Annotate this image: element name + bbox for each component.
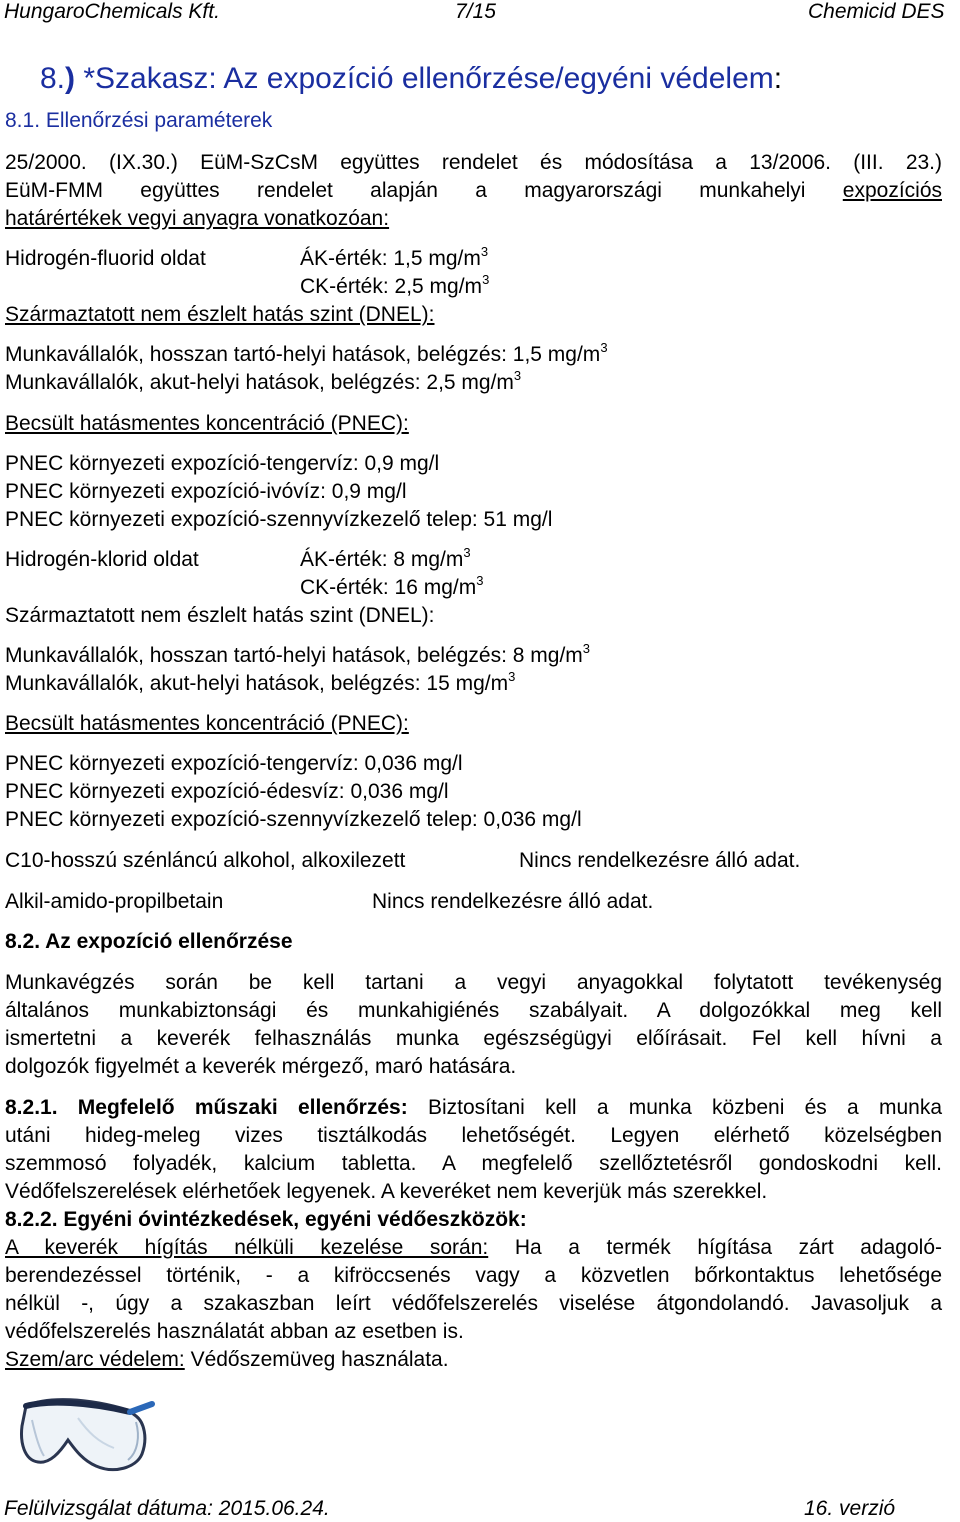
engineering-controls-line-3: szemmosó folyadék, kalcium tabletta. A megfelelő szellőztetésről gondoskodni kell.: [5, 1152, 942, 1175]
hcl-pnec-seawater: PNEC környezeti expozíció-tengervíz: 0,036 mg/l: [5, 752, 463, 775]
hcl-pnec-heading: Becsült hatásmentes koncentráció (PNEC):: [5, 712, 409, 735]
hf-pnec-sewage: PNEC környezeti expozíció-szennyvízkezelő telep: 51 mg/l: [5, 508, 553, 531]
hcl-pnec-sewage: PNEC környezeti expozíció-szennyvízkezelő telep: 0,036 mg/l: [5, 808, 582, 831]
personal-protection-heading: 8.2.2. Egyéni óvintézkedések, egyéni védőeszközök:: [5, 1208, 527, 1231]
alkil-substance-name: Alkil-amido-propilbetain: [5, 890, 224, 913]
undiluted-handling-line-2: berendezéssel történik, - a kifröccsenés vagy a közvetlen bőrkontaktus lehetősége: [5, 1264, 942, 1287]
undiluted-handling-line-4: védőfelszerelés használatát abban az esetben is.: [5, 1320, 464, 1343]
exposure-paragraph-line-1: Munkavégzés során be kell tartani a vegyi anyagokkal folytatott tevékenység: [5, 971, 942, 994]
regulation-line-2: EüM-FMM együttes rendelet alapján a magyarországi munkahelyi expozíciós: [5, 179, 942, 202]
regulation-line-3: határértékek vegyi anyagra vonatkozóan:: [5, 207, 390, 230]
regulation-line-1: 25/2000. (IX.30.) EüM-SzCsM együttes rendelet és módosítása a 13/2006. (III. 23.): [5, 151, 942, 174]
hcl-dnel-long-term: Munkavállalók, hosszan tartó-helyi hatások, belégzés: 8 $mg/m^3$: [5, 641, 591, 667]
hf-pnec-heading: Becsült hatásmentes koncentráció (PNEC):: [5, 412, 409, 435]
c10-substance-name: C10-hosszú szénláncú alkohol, alkoxilezett: [5, 849, 406, 872]
hcl-ck-value: CK-érték: 16 $mg/m^3$: [300, 573, 484, 599]
engineering-controls-line-2: utáni hideg-meleg vizes tisztálkodás lehetőségét. Legyen elérhető közelségben: [5, 1124, 942, 1147]
hf-dnel-acute: Munkavállalók, akut-helyi hatások, belégzés: 2,5 $mg/m^3$: [5, 368, 522, 394]
header-page-number: 7/15: [455, 0, 496, 23]
hcl-dnel-heading: Származtatott nem észlelt hatás szint (DNEL):: [5, 604, 435, 627]
hcl-dnel-acute: Munkavállalók, akut-helyi hatások, belégzés: 15 $mg/m^3$: [5, 669, 516, 695]
undiluted-handling-line-3: nélkül -, úgy a szakaszban leírt védőfelszerelés viselése átgondolandó. Javasoljuk a: [5, 1292, 942, 1315]
engineering-controls-line-1: 8.2.1. Megfelelő műszaki ellenőrzés: Biztosítani kell a munka közbeni és a munka: [5, 1096, 942, 1119]
hcl-substance-name: Hidrogén-klorid oldat: [5, 548, 199, 571]
section-title: 8.) *Szakasz: Az expozíció ellenőrzése/egyéni védelem:: [40, 62, 783, 95]
c10-no-data: Nincs rendelkezésre álló adat.: [519, 849, 801, 872]
subsection-8-1-heading: 8.1. Ellenőrzési paraméterek: [5, 109, 273, 132]
hf-pnec-seawater: PNEC környezeti expozíció-tengervíz: 0,9 mg/l: [5, 452, 440, 475]
exposure-paragraph-line-4: dolgozók figyelmét a keverék mérgező, maró hatására.: [5, 1055, 517, 1078]
eye-face-protection: Szem/arc védelem: Védőszemüveg használata.: [5, 1348, 449, 1371]
hcl-ak-value: ÁK-érték: 8 $mg/m^3$: [300, 545, 471, 571]
exposure-paragraph-line-3: ismertetni a keverék felhasználás munka egészségügyi előírásait. Fel kell hívni a: [5, 1027, 942, 1050]
hf-dnel-heading: Származtatott nem észlelt hatás szint (DNEL):: [5, 303, 435, 326]
undiluted-handling-line-1: A keverék hígítás nélküli kezelése során: Ha a termék hígítása zárt adagoló-: [5, 1236, 943, 1259]
safety-goggles-icon: [18, 1392, 158, 1482]
footer-version: 16. verzió: [804, 1497, 896, 1520]
hcl-pnec-freshwater: PNEC környezeti expozíció-édesvíz: 0,036 mg/l: [5, 780, 449, 803]
exposure-paragraph-line-2: általános munkabiztonsági és munkahigiénés szabályait. A dolgozókkal meg kell: [5, 999, 942, 1022]
header-product: Chemicid DES: [808, 0, 945, 23]
hf-pnec-drinking-water: PNEC környezeti expozíció-ivóvíz: 0,9 mg/l: [5, 480, 407, 503]
subsection-8-2-heading: 8.2. Az expozíció ellenőrzése: [5, 930, 293, 953]
hf-substance-name: Hidrogén-fluorid oldat: [5, 247, 206, 270]
hf-ak-value: ÁK-érték: 1,5 $mg/m^3$: [300, 244, 489, 270]
footer-review-date: Felülvizsgálat dátuma: 2015.06.24.: [4, 1497, 330, 1520]
alkil-no-data: Nincs rendelkezésre álló adat.: [372, 890, 654, 913]
hf-dnel-long-term: Munkavállalók, hosszan tartó-helyi hatások, belégzés: 1,5 $mg/m^3$: [5, 340, 608, 366]
header-company: HungaroChemicals Kft.: [4, 0, 220, 23]
engineering-controls-line-4: Védőfelszerelések elérhetőek legyenek. A keveréket nem keverjük más szerekkel.: [5, 1180, 768, 1203]
hf-ck-value: CK-érték: 2,5 $mg/m^3$: [300, 272, 490, 298]
